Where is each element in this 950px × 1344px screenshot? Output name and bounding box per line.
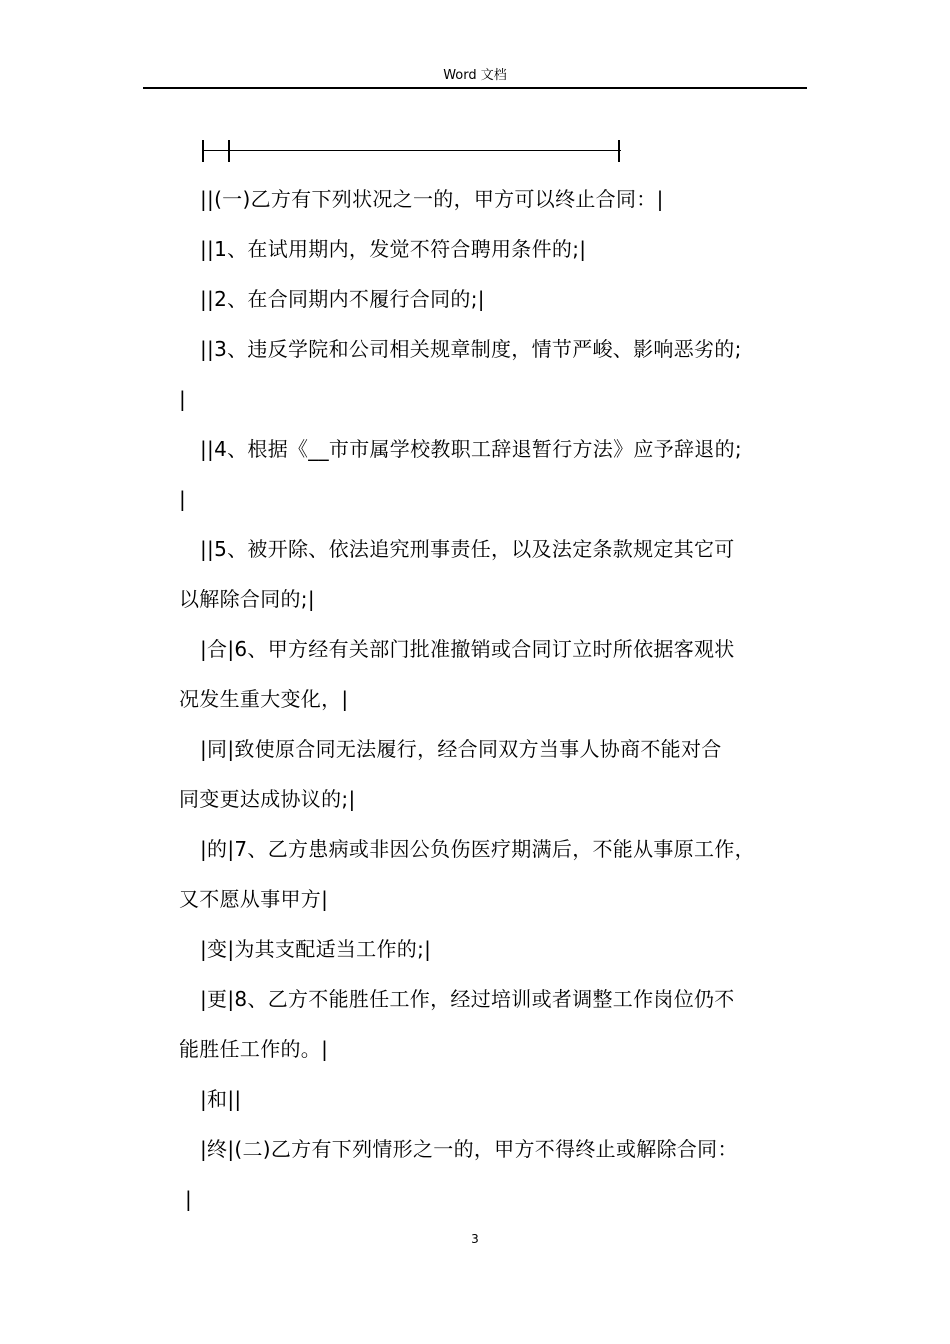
header-title: Word 文档	[443, 68, 507, 83]
text-line: |更|8、乙方不能胜任工作，经过培训或者调整工作岗位仍不	[200, 987, 735, 1011]
text-line: 以解除合同的;|	[179, 587, 315, 611]
table-border-tick-right	[618, 140, 620, 162]
text-line: |合|6、甲方经有关部门批准撤销或合同订立时所依据客观状	[200, 637, 735, 661]
text-line: ||2、在合同期内不履行合同的;|	[200, 287, 485, 311]
text-line: |的|7、乙方患病或非因公负伤医疗期满后，不能从事原工作，	[200, 837, 755, 861]
text-line: ||1、在试用期内，发觉不符合聘用条件的;|	[200, 237, 587, 261]
header-rule	[143, 87, 807, 89]
text-line: 能胜任工作的。|	[179, 1037, 329, 1061]
text-line: |变|为其支配适当工作的;|	[200, 937, 432, 961]
text-line: |和||	[200, 1087, 242, 1111]
text-line: ||3、违反学院和公司相关规章制度，情节严峻、影响恶劣的;	[200, 337, 742, 361]
table-top-border	[200, 140, 624, 162]
text-line: ||4、根据《__市市属学校教职工辞退暂行方法》应予辞退的;	[200, 437, 742, 461]
text-line: 同变更达成协议的;|	[179, 787, 356, 811]
text-line: 况发生重大变化，|	[179, 687, 349, 711]
text-line: 又不愿从事甲方|	[179, 887, 329, 911]
text-line: |终|(二)乙方有下列情形之一的，甲方不得终止或解除合同：	[200, 1137, 738, 1161]
text-line: |同|致使原合同无法履行，经合同双方当事人协商不能对合	[200, 737, 722, 761]
table-border-line	[203, 150, 621, 151]
text-line: |	[185, 1187, 193, 1211]
text-line: ||5、被开除、依法追究刑事责任，以及法定条款规定其它可	[200, 537, 735, 561]
page-number: 3	[471, 1232, 479, 1246]
table-border-tick-inner	[228, 140, 230, 162]
text-line: |	[179, 387, 187, 411]
text-line: |	[179, 487, 187, 511]
text-line: ||(一)乙方有下列状况之一的，甲方可以终止合同：|	[200, 187, 664, 211]
table-border-tick-left	[202, 140, 204, 162]
